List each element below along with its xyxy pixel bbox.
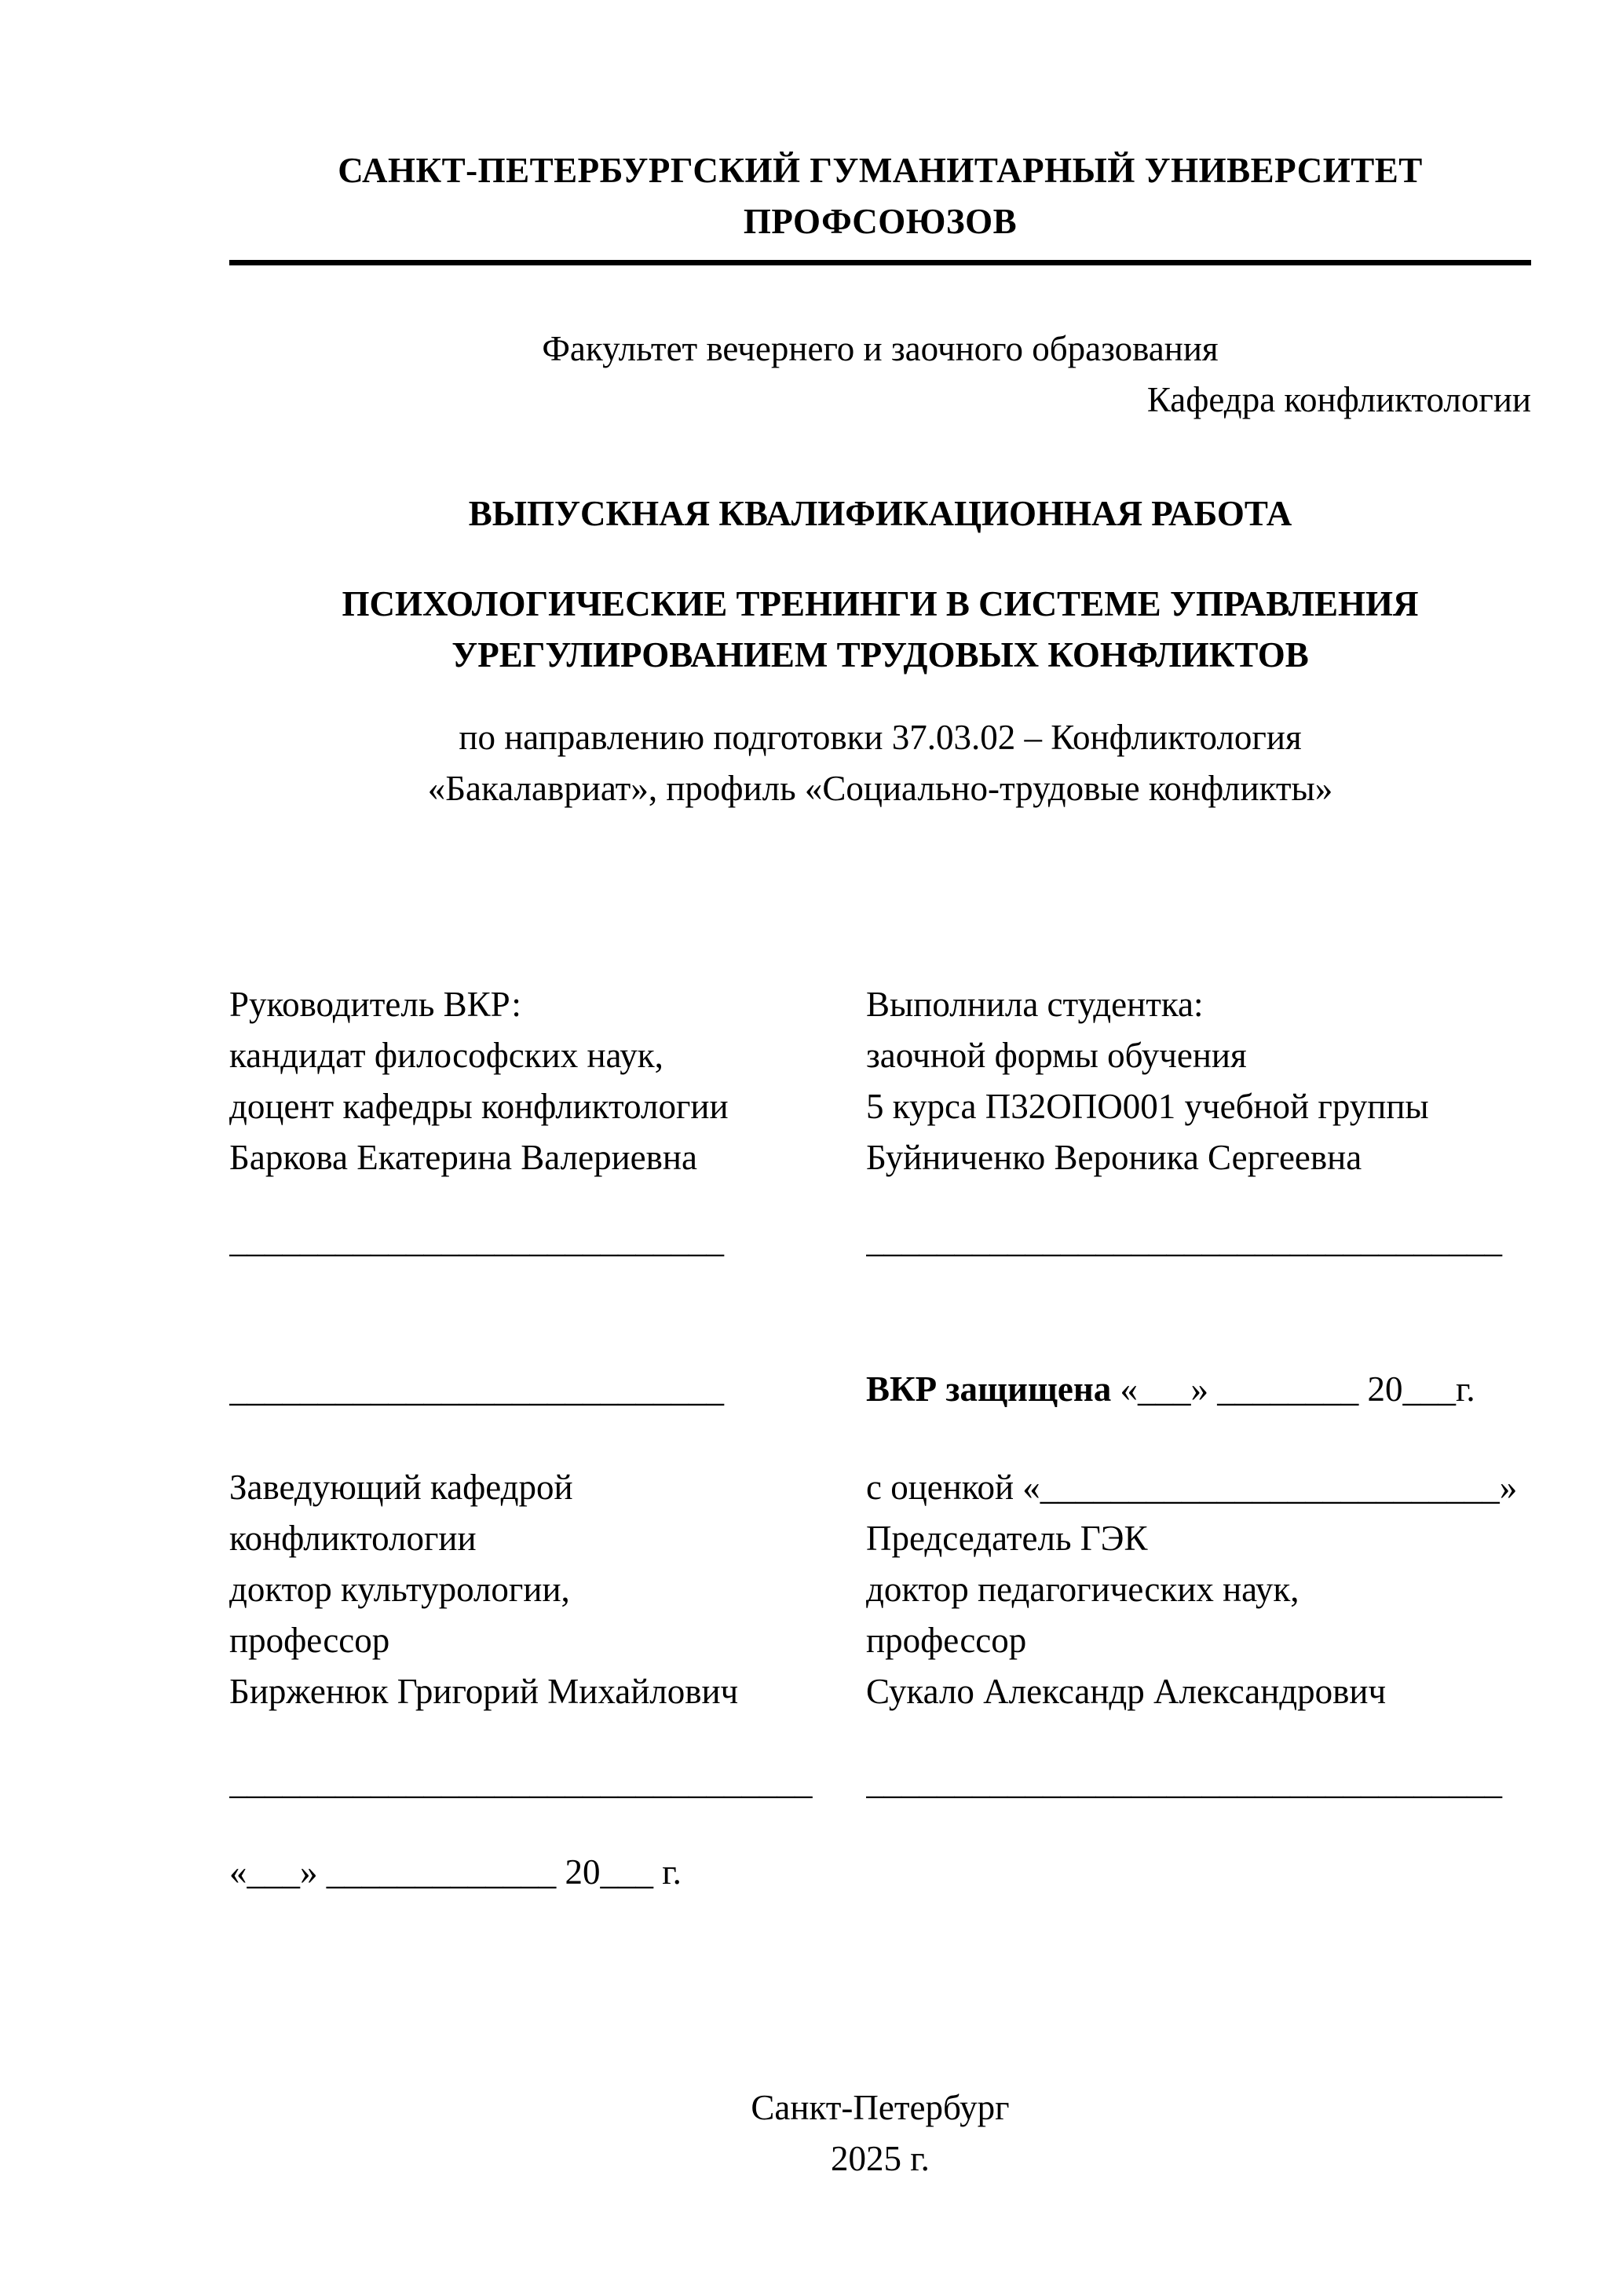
thesis-title-line-1: ПСИХОЛОГИЧЕСКИЕ ТРЕНИНГИ В СИСТЕМЕ УПРАВЛЕНИЯ <box>342 584 1419 623</box>
supervisor-role: Руководитель ВКР: <box>229 985 521 1024</box>
signature-row-1 <box>229 1215 1531 1266</box>
committee-degree: доктор педагогических наук, <box>866 1570 1299 1609</box>
faculty-line: Факультет вечернего и заочного образования <box>542 329 1219 368</box>
supervisor-position: доцент кафедры конфликтологии <box>229 1087 729 1126</box>
supervisor-block <box>229 979 866 1183</box>
committee-title: профессор <box>866 1621 1027 1660</box>
program-block <box>229 712 1531 814</box>
grade-blank-line: с оценкой «__________________________» <box>866 1468 1518 1507</box>
signature-row-3 <box>229 1757 1531 1808</box>
committee-signature-line: ____________________________________ <box>866 1762 1502 1801</box>
student-group: 5 курса П32ОПО001 учебной группы <box>866 1087 1429 1126</box>
department-line: Кафедра конфликтологии <box>1146 380 1531 419</box>
thesis-title <box>229 579 1531 681</box>
chair-role-line-2: конфликтологии <box>229 1519 477 1558</box>
supervisor-student-row <box>229 979 1531 1183</box>
chair-title: профессор <box>229 1621 390 1660</box>
program-direction: по направлению подготовки 37.03.02 – Конфликтология <box>459 718 1302 757</box>
supervisor-degree: кандидат философских наук, <box>229 1036 663 1075</box>
defense-label: ВКР защищена <box>866 1369 1112 1409</box>
chair-degree: доктор культурологии, <box>229 1570 570 1609</box>
signature-line: ____________________________ <box>229 1369 724 1409</box>
date-blank-line: «___» _____________ 20___ г. <box>229 1852 682 1892</box>
student-name: Буйниченко Вероника Сергеевна <box>866 1138 1362 1177</box>
footer-block <box>229 2082 1531 2184</box>
department-chair-block <box>229 1462 866 1717</box>
year-line: 2025 г. <box>831 2139 930 2178</box>
student-signature-line: ____________________________________ <box>866 1220 1502 1260</box>
supervisor-name: Баркова Екатерина Валериевна <box>229 1138 697 1177</box>
university-header <box>229 145 1531 265</box>
student-role: Выполнила студентка: <box>866 985 1204 1024</box>
committee-block <box>866 1462 1531 1717</box>
program-profile: «Бакалавриат», профиль «Социально-трудовые конфликты» <box>427 769 1333 808</box>
signature-row-2 <box>229 1364 1531 1415</box>
supervisor-signature-line: ____________________________ <box>229 1220 724 1260</box>
chair-signature-line: _________________________________ <box>229 1762 813 1801</box>
committee-role: Председатель ГЭК <box>866 1519 1148 1558</box>
work-type-heading: ВЫПУСКНАЯ КВАЛИФИКАЦИОННАЯ РАБОТА <box>468 494 1292 533</box>
chair-committee-row <box>229 1462 1531 1717</box>
chair-name: Бирженюк Григорий Михайлович <box>229 1672 739 1711</box>
student-form: заочной формы обучения <box>866 1036 1247 1075</box>
city-line: Санкт-Петербург <box>751 2088 1010 2127</box>
university-name: САНКТ-ПЕТЕРБУРГСКИЙ ГУМАНИТАРНЫЙ УНИВЕРСИТЕТ ПРОФСОЮЗОВ <box>338 151 1423 241</box>
chair-role-line-1: Заведующий кафедрой <box>229 1468 573 1507</box>
thesis-title-line-2: УРЕГУЛИРОВАНИЕМ ТРУДОВЫХ КОНФЛИКТОВ <box>451 635 1309 675</box>
committee-name: Сукало Александр Александрович <box>866 1672 1387 1711</box>
student-block <box>866 979 1531 1183</box>
defense-line <box>866 1364 1531 1415</box>
defense-date-blanks: «___» ________ 20___г. <box>1111 1369 1475 1409</box>
